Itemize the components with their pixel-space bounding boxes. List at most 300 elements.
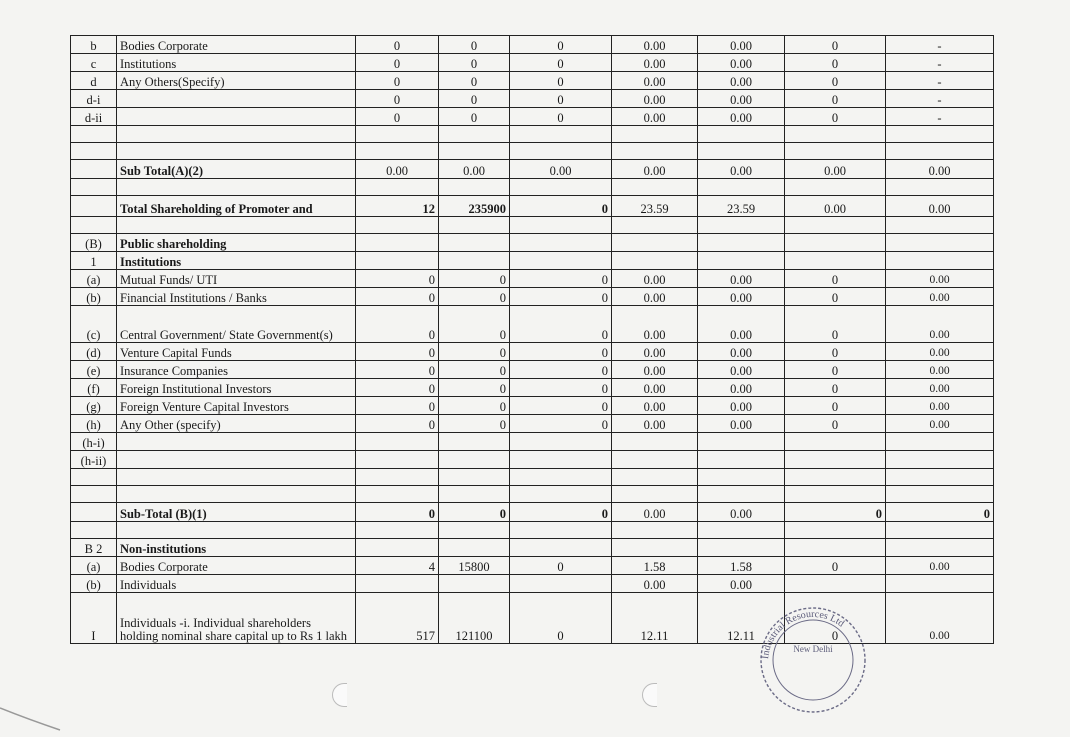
value-cell: 0.00 <box>698 575 785 593</box>
row-description: Bodies Corporate <box>117 36 356 54</box>
empty-cell <box>117 486 356 503</box>
empty-cell <box>356 217 439 234</box>
row-code <box>71 196 117 217</box>
value-cell: 0 <box>439 54 510 72</box>
empty-cell <box>510 486 612 503</box>
value-cell: 0.00 <box>612 361 698 379</box>
value-cell <box>785 575 886 593</box>
value-cell: 0 <box>356 415 439 433</box>
empty-cell <box>356 539 439 557</box>
value-cell: 0.00 <box>785 196 886 217</box>
value-cell: 0.00 <box>612 108 698 126</box>
value-cell: 0.00 <box>698 415 785 433</box>
value-cell: 0 <box>886 503 994 522</box>
value-cell: 0.00 <box>886 160 994 179</box>
table-row <box>71 469 994 486</box>
table-row <box>71 54 994 72</box>
seal-name: Industrial Resources Ltd <box>760 608 847 660</box>
value-cell: - <box>886 90 994 108</box>
value-cell: 0 <box>356 36 439 54</box>
empty-cell <box>698 234 785 252</box>
empty-cell <box>886 433 994 451</box>
empty-cell <box>439 469 510 486</box>
empty-cell <box>71 486 117 503</box>
seal-city: New Delhi <box>793 644 833 654</box>
value-cell: 0.00 <box>886 593 994 644</box>
row-description: Individuals <box>117 575 356 593</box>
value-cell: 0.00 <box>886 557 994 575</box>
row-code: (b) <box>71 575 117 593</box>
value-cell: 0.00 <box>698 379 785 397</box>
value-cell: 0.00 <box>698 288 785 306</box>
value-cell: 0 <box>356 306 439 343</box>
value-cell: 0 <box>510 379 612 397</box>
table-row <box>71 252 994 270</box>
empty-cell <box>71 143 117 160</box>
value-cell: 0 <box>510 270 612 288</box>
value-cell: 0 <box>785 379 886 397</box>
empty-cell <box>785 217 886 234</box>
value-cell: 0.00 <box>612 306 698 343</box>
row-code: (e) <box>71 361 117 379</box>
value-cell: 0 <box>785 361 886 379</box>
empty-cell <box>886 252 994 270</box>
value-cell: 0 <box>356 72 439 90</box>
empty-cell <box>510 522 612 539</box>
value-cell <box>886 575 994 593</box>
value-cell: 0 <box>510 36 612 54</box>
table-row <box>71 361 994 379</box>
value-cell: 0 <box>785 306 886 343</box>
value-cell: 0 <box>510 397 612 415</box>
value-cell: 0 <box>785 270 886 288</box>
value-cell: 0 <box>510 108 612 126</box>
value-cell: 0 <box>356 90 439 108</box>
value-cell: 0.00 <box>886 343 994 361</box>
table-row <box>71 306 994 343</box>
value-cell: 0 <box>356 343 439 361</box>
empty-cell <box>510 179 612 196</box>
row-description <box>117 90 356 108</box>
value-cell: 0 <box>785 415 886 433</box>
value-cell: 0 <box>510 306 612 343</box>
table-row <box>71 72 994 90</box>
row-code: b <box>71 36 117 54</box>
row-code: (B) <box>71 234 117 252</box>
value-cell: 0 <box>510 54 612 72</box>
subtotal-label: Sub-Total (B)(1) <box>117 503 356 522</box>
empty-cell <box>698 433 785 451</box>
value-cell: 517 <box>356 593 439 644</box>
value-cell: - <box>886 54 994 72</box>
value-cell: 0 <box>356 397 439 415</box>
value-cell: 0 <box>439 361 510 379</box>
empty-cell <box>71 522 117 539</box>
value-cell: 0 <box>356 379 439 397</box>
empty-cell <box>698 486 785 503</box>
empty-cell <box>886 234 994 252</box>
row-description: Central Government/ State Government(s) <box>117 306 356 343</box>
empty-cell <box>356 143 439 160</box>
empty-cell <box>612 217 698 234</box>
value-cell: 0.00 <box>612 270 698 288</box>
empty-cell <box>785 433 886 451</box>
value-cell: 0.00 <box>886 361 994 379</box>
empty-cell <box>356 522 439 539</box>
value-cell: 121100 <box>439 593 510 644</box>
value-cell: 0.00 <box>439 160 510 179</box>
row-code: (h) <box>71 415 117 433</box>
empty-cell <box>698 451 785 469</box>
row-code <box>71 160 117 179</box>
table-body <box>71 36 994 644</box>
value-cell: 0 <box>356 288 439 306</box>
empty-cell <box>612 451 698 469</box>
table-row <box>71 503 994 522</box>
value-cell: 12.11 <box>612 593 698 644</box>
empty-cell <box>698 469 785 486</box>
empty-cell <box>510 539 612 557</box>
value-cell: 0.00 <box>698 503 785 522</box>
empty-cell <box>117 469 356 486</box>
table-row <box>71 451 994 469</box>
empty-cell <box>698 252 785 270</box>
empty-cell <box>510 217 612 234</box>
row-description: Financial Institutions / Banks <box>117 288 356 306</box>
row-code: (c) <box>71 306 117 343</box>
value-cell: 12.11 <box>698 593 785 644</box>
empty-cell <box>698 217 785 234</box>
empty-cell <box>117 126 356 143</box>
table-row <box>71 160 994 179</box>
value-cell: 0 <box>356 361 439 379</box>
value-cell: 0.00 <box>612 415 698 433</box>
value-cell: 0 <box>439 415 510 433</box>
empty-cell <box>785 486 886 503</box>
row-code: (b) <box>71 288 117 306</box>
value-cell <box>356 575 439 593</box>
row-code: c <box>71 54 117 72</box>
value-cell: 0 <box>439 397 510 415</box>
value-cell: 0.00 <box>612 379 698 397</box>
value-cell: 0 <box>439 343 510 361</box>
table-row <box>71 522 994 539</box>
empty-cell <box>510 143 612 160</box>
value-cell: 0 <box>439 90 510 108</box>
value-cell: 0 <box>785 108 886 126</box>
value-cell: 23.59 <box>698 196 785 217</box>
row-description: Bodies Corporate <box>117 557 356 575</box>
empty-cell <box>612 252 698 270</box>
row-description: Institutions <box>117 54 356 72</box>
value-cell: 1.58 <box>698 557 785 575</box>
empty-cell <box>886 217 994 234</box>
empty-cell <box>510 126 612 143</box>
table-row <box>71 179 994 196</box>
empty-cell <box>356 486 439 503</box>
empty-cell <box>510 451 612 469</box>
value-cell: 0 <box>510 593 612 644</box>
company-seal-stamp <box>748 600 878 720</box>
value-cell: 0 <box>439 306 510 343</box>
empty-cell <box>886 486 994 503</box>
empty-cell <box>439 522 510 539</box>
value-cell: - <box>886 36 994 54</box>
value-cell: 0 <box>439 503 510 522</box>
empty-cell <box>439 234 510 252</box>
table-row <box>71 90 994 108</box>
empty-cell <box>356 433 439 451</box>
value-cell <box>439 575 510 593</box>
value-cell: 0.00 <box>886 270 994 288</box>
table-row <box>71 270 994 288</box>
row-code: I <box>71 593 117 644</box>
value-cell: 0.00 <box>612 288 698 306</box>
empty-cell <box>71 179 117 196</box>
row-code: (g) <box>71 397 117 415</box>
subtotal-label: Sub Total(A)(2) <box>117 160 356 179</box>
empty-cell <box>117 143 356 160</box>
value-cell: 0 <box>785 503 886 522</box>
empty-cell <box>886 522 994 539</box>
value-cell: 0.00 <box>612 343 698 361</box>
table-row <box>71 397 994 415</box>
subtotal-label: Total Shareholding of Promoter and <box>117 196 356 217</box>
value-cell: 0 <box>439 379 510 397</box>
value-cell: 0 <box>510 90 612 108</box>
empty-cell <box>510 469 612 486</box>
row-description: Any Other (specify) <box>117 415 356 433</box>
punch-hole-left <box>332 683 347 707</box>
empty-cell <box>439 433 510 451</box>
value-cell: 0 <box>785 288 886 306</box>
row-code: (a) <box>71 557 117 575</box>
value-cell: 0 <box>439 270 510 288</box>
value-cell: 0 <box>356 108 439 126</box>
value-cell: 0.00 <box>612 54 698 72</box>
value-cell: 0 <box>785 72 886 90</box>
section-heading: Institutions <box>117 252 356 270</box>
value-cell: 0 <box>785 343 886 361</box>
punch-hole-right <box>642 683 657 707</box>
value-cell: 0 <box>356 54 439 72</box>
table-row <box>71 126 994 143</box>
value-cell: 0 <box>510 557 612 575</box>
empty-cell <box>439 179 510 196</box>
value-cell: 0.00 <box>886 306 994 343</box>
row-code: d <box>71 72 117 90</box>
empty-cell <box>439 143 510 160</box>
value-cell: 0.00 <box>698 361 785 379</box>
empty-cell <box>439 451 510 469</box>
empty-cell <box>886 179 994 196</box>
value-cell: 0.00 <box>612 72 698 90</box>
value-cell: 0 <box>510 288 612 306</box>
row-code: (f) <box>71 379 117 397</box>
empty-cell <box>439 217 510 234</box>
table-row <box>71 288 994 306</box>
table-row <box>71 415 994 433</box>
table-row <box>71 36 994 54</box>
row-code: (d) <box>71 343 117 361</box>
empty-cell <box>612 486 698 503</box>
empty-cell <box>612 179 698 196</box>
row-code: d-i <box>71 90 117 108</box>
value-cell: 0 <box>439 36 510 54</box>
value-cell: 0 <box>439 72 510 90</box>
empty-cell <box>510 234 612 252</box>
empty-cell <box>612 522 698 539</box>
empty-cell <box>886 469 994 486</box>
row-code: 1 <box>71 252 117 270</box>
table-row <box>71 379 994 397</box>
value-cell: 0.00 <box>698 306 785 343</box>
empty-cell <box>356 469 439 486</box>
value-cell: 0.00 <box>698 54 785 72</box>
empty-cell <box>356 252 439 270</box>
empty-cell <box>71 469 117 486</box>
value-cell: 4 <box>356 557 439 575</box>
row-description <box>117 108 356 126</box>
value-cell: 0 <box>510 361 612 379</box>
value-cell: 0.00 <box>886 196 994 217</box>
row-description: Mutual Funds/ UTI <box>117 270 356 288</box>
row-code: B 2 <box>71 539 117 557</box>
empty-cell <box>117 522 356 539</box>
empty-cell <box>612 539 698 557</box>
table-row <box>71 433 994 451</box>
empty-cell <box>785 522 886 539</box>
value-cell: 0 <box>785 36 886 54</box>
empty-cell <box>439 539 510 557</box>
value-cell: 0 <box>785 397 886 415</box>
empty-cell <box>439 126 510 143</box>
value-cell: 0 <box>510 503 612 522</box>
empty-cell <box>886 143 994 160</box>
value-cell: 0.00 <box>510 160 612 179</box>
value-cell: 0.00 <box>698 397 785 415</box>
value-cell: 0.00 <box>612 90 698 108</box>
scan-edge-mark <box>0 700 70 737</box>
value-cell: 0.00 <box>698 36 785 54</box>
table-row <box>71 486 994 503</box>
section-heading: Non-institutions <box>117 539 356 557</box>
value-cell: 0.00 <box>356 160 439 179</box>
row-code <box>71 503 117 522</box>
value-cell: 0.00 <box>698 108 785 126</box>
table-row <box>71 234 994 252</box>
empty-cell <box>510 252 612 270</box>
empty-cell <box>439 486 510 503</box>
value-cell: 12 <box>356 196 439 217</box>
value-cell: 0 <box>785 54 886 72</box>
empty-cell <box>698 522 785 539</box>
empty-cell <box>117 217 356 234</box>
empty-cell <box>886 451 994 469</box>
table-row <box>71 343 994 361</box>
empty-cell <box>785 469 886 486</box>
value-cell: 0.00 <box>698 72 785 90</box>
empty-cell <box>612 143 698 160</box>
value-cell: 0.00 <box>612 397 698 415</box>
value-cell: 0.00 <box>886 397 994 415</box>
value-cell: 0.00 <box>886 415 994 433</box>
row-description: Any Others(Specify) <box>117 72 356 90</box>
row-description: Foreign Institutional Investors <box>117 379 356 397</box>
value-cell: 0.00 <box>698 343 785 361</box>
empty-cell <box>785 179 886 196</box>
row-code: (h-i) <box>71 433 117 451</box>
empty-cell <box>356 126 439 143</box>
value-cell: 0.00 <box>612 575 698 593</box>
empty-cell <box>117 433 356 451</box>
empty-cell <box>785 539 886 557</box>
section-heading: Public shareholding <box>117 234 356 252</box>
empty-cell <box>785 143 886 160</box>
empty-cell <box>785 252 886 270</box>
empty-cell <box>71 126 117 143</box>
shareholding-table <box>70 35 994 644</box>
empty-cell <box>356 234 439 252</box>
value-cell: 0.00 <box>698 270 785 288</box>
row-description: Insurance Companies <box>117 361 356 379</box>
value-cell: 0.00 <box>612 36 698 54</box>
value-cell: 235900 <box>439 196 510 217</box>
empty-cell <box>71 217 117 234</box>
table-row <box>71 196 994 217</box>
value-cell: 0 <box>510 196 612 217</box>
empty-cell <box>785 451 886 469</box>
value-cell: 0 <box>356 270 439 288</box>
empty-cell <box>117 179 356 196</box>
empty-cell <box>117 451 356 469</box>
empty-cell <box>612 433 698 451</box>
table-row <box>71 575 994 593</box>
value-cell: 0.00 <box>886 379 994 397</box>
table-row <box>71 539 994 557</box>
table-row <box>71 143 994 160</box>
value-cell: 0 <box>785 90 886 108</box>
row-description: Foreign Venture Capital Investors <box>117 397 356 415</box>
value-cell: 0.00 <box>785 160 886 179</box>
row-description: Venture Capital Funds <box>117 343 356 361</box>
value-cell: 0 <box>510 72 612 90</box>
table-row <box>71 557 994 575</box>
empty-cell <box>886 539 994 557</box>
value-cell: 0 <box>785 557 886 575</box>
table-row <box>71 108 994 126</box>
empty-cell <box>785 234 886 252</box>
empty-cell <box>698 179 785 196</box>
empty-cell <box>698 539 785 557</box>
value-cell: 0 <box>785 593 886 644</box>
value-cell: 23.59 <box>612 196 698 217</box>
value-cell: 15800 <box>439 557 510 575</box>
table-row <box>71 217 994 234</box>
empty-cell <box>698 126 785 143</box>
empty-cell <box>612 126 698 143</box>
empty-cell <box>612 234 698 252</box>
value-cell: - <box>886 72 994 90</box>
value-cell: 0 <box>439 108 510 126</box>
value-cell: 0 <box>510 415 612 433</box>
value-cell: 0 <box>510 343 612 361</box>
value-cell: 1.58 <box>612 557 698 575</box>
value-cell: - <box>886 108 994 126</box>
value-cell: 0.00 <box>698 160 785 179</box>
empty-cell <box>886 126 994 143</box>
empty-cell <box>612 469 698 486</box>
